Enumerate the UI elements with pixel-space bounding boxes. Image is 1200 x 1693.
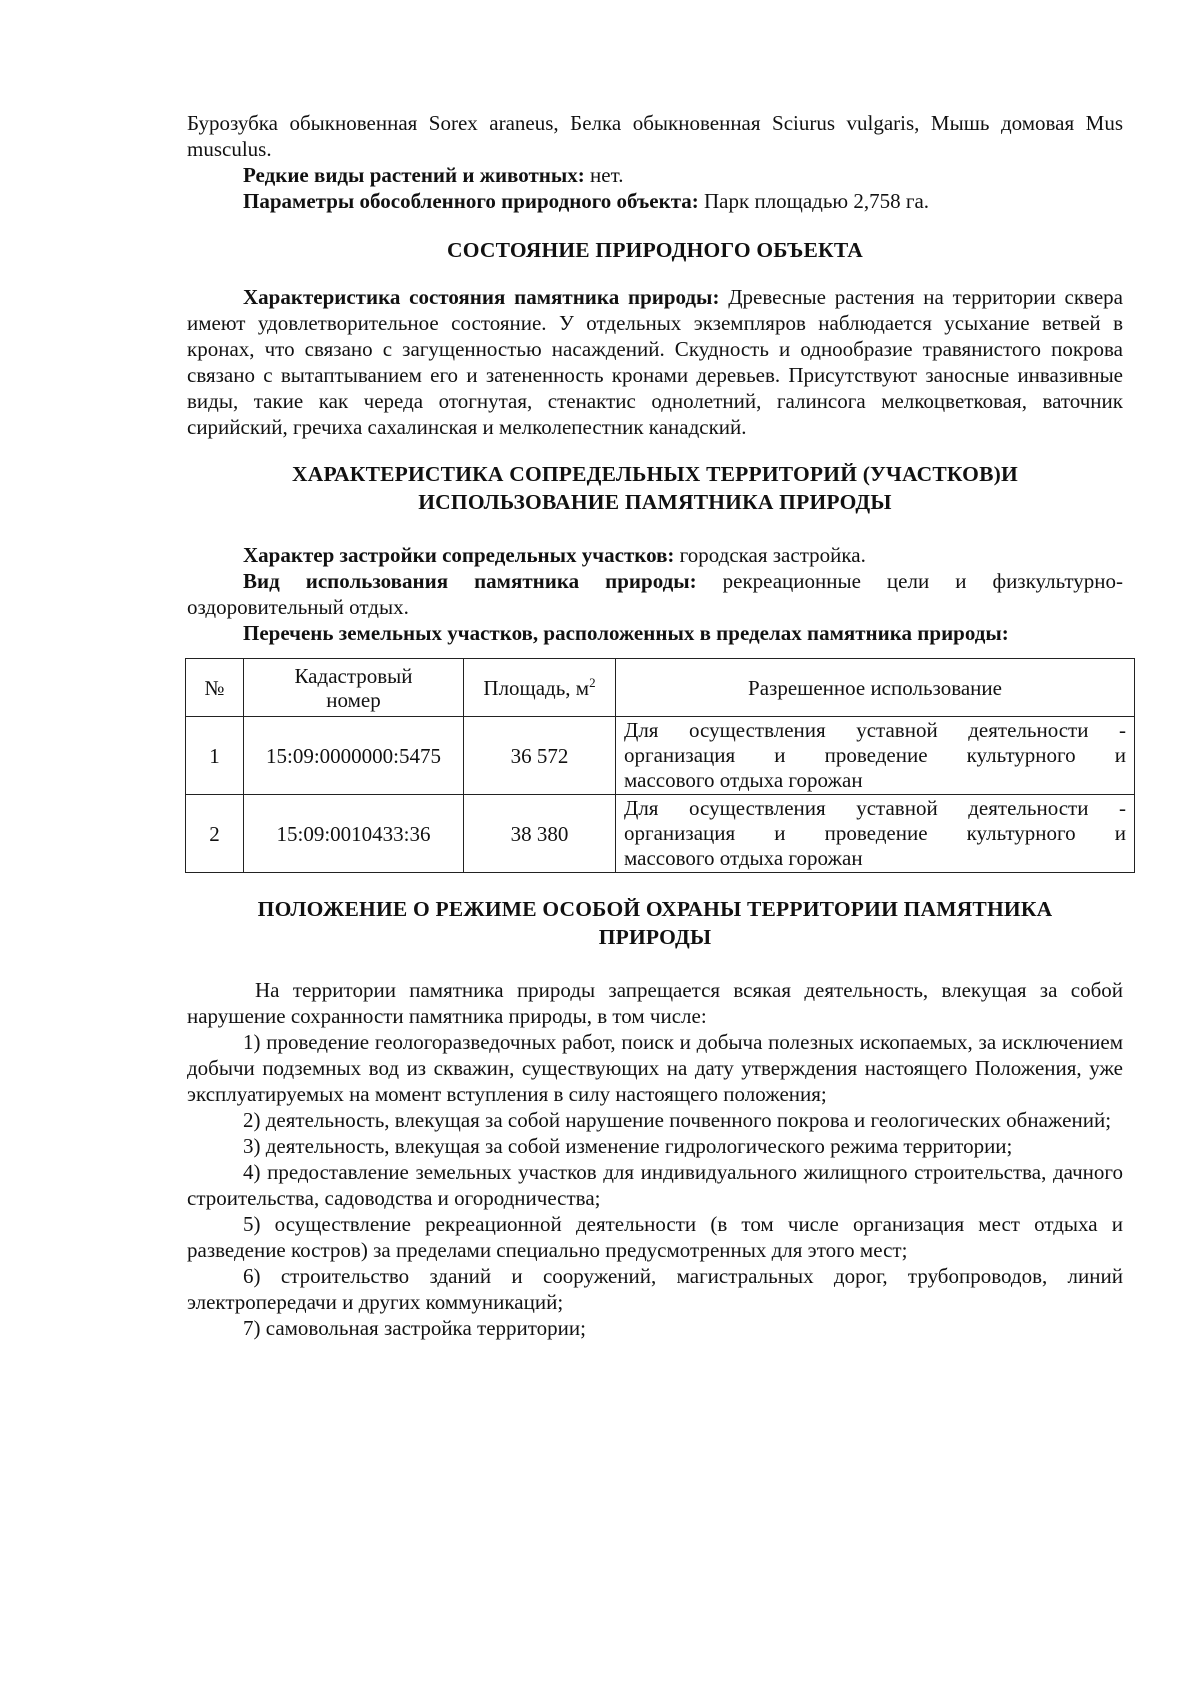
row-use-line2: организация и проведение культурного и bbox=[624, 821, 1126, 845]
table-header-row bbox=[186, 659, 1135, 717]
regime-section-title bbox=[187, 895, 1123, 951]
use-line bbox=[187, 568, 1123, 620]
header-use: Разрешенное использование bbox=[616, 659, 1135, 717]
plots-table bbox=[185, 658, 1135, 873]
row-area: 36 572 bbox=[464, 717, 616, 795]
regime-intro: На территории памятника природы запрещается всякая деятельность, влекущая за собой нарушение сохранности памятника природы, в том числе: bbox=[187, 978, 1123, 1028]
row-use bbox=[616, 795, 1135, 873]
regime-title-line1: ПОЛОЖЕНИЕ О РЕЖИМЕ ОСОБОЙ ОХРАНЫ ТЕРРИТОРИИ ПАМЯТНИКА bbox=[257, 897, 1053, 921]
row-use-line1: Для осуществления уставной деятельности - bbox=[624, 718, 1126, 742]
regime-item: 7) самовольная застройка территории; bbox=[243, 1316, 586, 1340]
row-cadastral: 15:09:0010433:36 bbox=[244, 795, 464, 873]
rare-species-value: нет. bbox=[584, 163, 624, 187]
row-use-line3: массового отдыха горожан bbox=[624, 846, 863, 870]
state-text: Древесные растения на территории сквера имеют удовлетворительное состояние. У отдельных экземпляров наблюдается усыхание ветвей в кронах, что связано с загущенностью насаждений. Скудность и однообразие травянистого покрова связано с вытаптыванием его и затененность кронами деревьев. Присутствуют заносные инвазивные виды, такие как череда отогнутая, стенактис однолетний, галинсога мелкоцветковая, ваточник сирийский, гречиха сахалинская и мелколепестник канадский. bbox=[187, 285, 1123, 439]
row-cadastral: 15:09:0000000:5475 bbox=[244, 717, 464, 795]
regime-item: 5) осуществление рекреационной деятельности (в том числе организация мест отдыха и разведение костров) за пределами специально предусмотренных для этого мест; bbox=[187, 1212, 1123, 1262]
row-num: 1 bbox=[186, 717, 244, 795]
state-paragraph bbox=[187, 284, 1123, 440]
regime-item: 6) строительство зданий и сооружений, магистральных дорог, трубопроводов, линий электропередачи и других коммуникаций; bbox=[187, 1264, 1123, 1314]
adjacent-title-line2: ИСПОЛЬЗОВАНИЕ ПАМЯТНИКА ПРИРОДЫ bbox=[418, 490, 892, 514]
regime-item: 3) деятельность, влекущая за собой изменение гидрологического режима территории; bbox=[243, 1134, 1013, 1158]
plots-heading: Перечень земельных участков, расположенных в пределах памятника природы: bbox=[243, 621, 1009, 645]
build-value: городская застройка. bbox=[674, 543, 866, 567]
object-params-value: Парк площадью 2,758 га. bbox=[698, 189, 930, 213]
rare-species-label: Редкие виды растений и животных: bbox=[243, 163, 585, 187]
regime-item: 4) предоставление земельных участков для индивидуального жилищного строительства, дачного строительства, садоводства и огородничества; bbox=[187, 1160, 1123, 1210]
header-num: № bbox=[186, 659, 244, 717]
row-use-line3: массового отдыха горожан bbox=[624, 768, 863, 792]
table-row bbox=[186, 795, 1135, 873]
use-label: Вид использования памятника природы: bbox=[243, 569, 697, 593]
regime-title-line2: ПРИРОДЫ bbox=[598, 925, 712, 949]
adjacent-title-line1: ХАРАКТЕРИСТИКА СОПРЕДЕЛЬНЫХ ТЕРРИТОРИЙ (УЧАСТКОВ)И bbox=[292, 462, 1018, 486]
rare-species-line bbox=[187, 162, 1123, 188]
row-area: 38 380 bbox=[464, 795, 616, 873]
adjacent-section-title bbox=[187, 460, 1123, 516]
build-label: Характер застройки сопредельных участков: bbox=[243, 543, 675, 567]
state-section-title: СОСТОЯНИЕ ПРИРОДНОГО ОБЪЕКТА bbox=[446, 238, 864, 262]
use-value: рекреационные цели и физкультурно-оздоровительный отдых. bbox=[187, 569, 1123, 619]
row-use-line2: организация и проведение культурного и bbox=[624, 743, 1126, 767]
object-params-label: Параметры обособленного природного объекта: bbox=[243, 189, 699, 213]
fauna-paragraph: Бурозубка обыкновенная Sorex araneus, Белка обыкновенная Sciurus vulgaris, Мышь домовая Mus musculus. bbox=[187, 111, 1123, 161]
row-use bbox=[616, 717, 1135, 795]
header-area-unit-power: 2 bbox=[589, 674, 596, 690]
table-row bbox=[186, 717, 1135, 795]
plots-heading-line bbox=[187, 620, 1123, 646]
regime-item: 2) деятельность, влекущая за собой нарушение почвенного покрова и геологических обнажений; bbox=[243, 1108, 1112, 1132]
header-area bbox=[464, 659, 616, 717]
regime-item: 1) проведение геологоразведочных работ, поиск и добыча полезных ископаемых, за исключением добычи подземных вод из скважин, существующих на дату утверждения настоящего Положения, уже эксплуатируемых на момент вступления в силу настоящего положения; bbox=[187, 1030, 1123, 1106]
header-cadastral: Кадастровый номер bbox=[244, 659, 464, 717]
header-area-label: Площадь, м bbox=[483, 675, 590, 700]
object-params-line bbox=[187, 188, 1123, 214]
build-line bbox=[187, 542, 1123, 568]
state-label: Характеристика состояния памятника природы: bbox=[243, 285, 720, 309]
document-page bbox=[187, 110, 1126, 1341]
row-num: 2 bbox=[186, 795, 244, 873]
row-use-line1: Для осуществления уставной деятельности - bbox=[624, 796, 1126, 820]
